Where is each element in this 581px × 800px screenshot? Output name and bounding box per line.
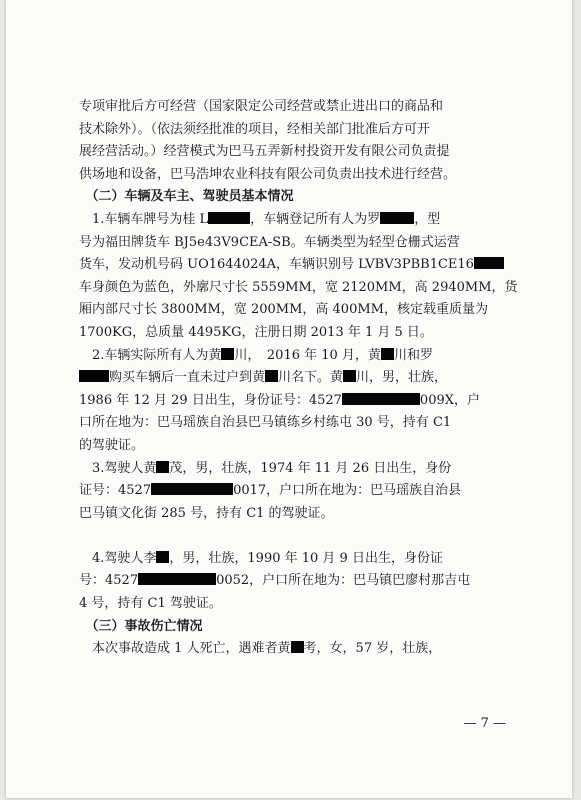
text-line: 2.车辆实际所有人为黄 川， 2016 年 10 月，黄 川和罗 <box>79 347 433 363</box>
redaction-bar <box>156 461 169 473</box>
document-page <box>6 0 572 798</box>
body-text <box>79 96 519 661</box>
redaction-bar <box>291 641 304 653</box>
redaction-bar <box>380 212 414 224</box>
text-line: 本次事故造成 1 人死亡，遇难者黄 考，女，57 岁，壮族， <box>79 641 442 657</box>
text-line: 专项审批后方可经营（国家限定公司经营或禁止进出口的商品和 <box>79 99 444 114</box>
redaction-bar <box>381 348 394 360</box>
redaction-bar <box>343 370 356 382</box>
text-line: 购买车辆后一直未过户到黄 川名下。黄 川，男，壮族， <box>79 367 519 390</box>
redaction-bar <box>265 370 278 382</box>
redaction-bar <box>208 212 250 224</box>
redaction-bar <box>474 257 504 269</box>
redaction-bar <box>138 573 216 585</box>
section-heading-casualties: （三）事故伤亡情况 <box>79 618 203 634</box>
text-line: 货车，发动机号码 UO1644024A，车辆识别号 LVBV3PBB1CE16 <box>79 254 519 277</box>
blank-line <box>79 525 519 548</box>
text-line: 号为福田牌货车 BJ5e43V9CEA-SB。车辆类型为轻型仓栅式运营 <box>79 234 460 250</box>
page-number: — 7 — <box>463 716 506 731</box>
text-line: 1986 年 12 月 29 日出生，身份证号：4527 009X，户 <box>79 392 480 408</box>
text-line: 证号：4527 0017，户口所在地为：巴马瑶族自治县 <box>79 483 462 499</box>
text-line: 3.驾驶人黄 茂，男，壮族，1974 年 11 月 26 日出生，身份 <box>79 460 452 476</box>
text-line: 车身颜色为蓝色，外廓尺寸长 5559MM，宽 2120MM，高 2940MM，货 <box>79 279 518 295</box>
text-line: 4.驾驶人李 ，男，壮族，1990 年 10 月 9 日出生，身份证 <box>79 550 443 566</box>
redaction-bar <box>342 393 420 405</box>
text-line: 供场地和设备，巴马浩坤农业科技有限公司负责出技术进行经营。 <box>79 166 457 182</box>
text-line: 号：4527 0052，户口所在地为：巴马镇巴廖村那吉屯 <box>79 573 471 589</box>
text-line: 口所在地为：巴马瑶族自治县巴马镇练乡村练屯 30 号，持有 C1 <box>79 415 452 431</box>
section-heading-vehicle: （二）车辆及车主、驾驶员基本情况 <box>79 189 294 205</box>
text-line: 1700KG，总质量 4495KG，注册日期 2013 年 1 月 5 日。 <box>79 324 433 340</box>
redaction-bar <box>156 551 169 563</box>
text-line: 的驾驶证。 <box>79 437 145 453</box>
text-line: 1.车辆车牌号为桂 L ，车辆登记所有人为罗 ，型 <box>79 211 441 227</box>
text-line: 厢内部尺寸长 3800MM，宽 200MM，高 400MM，核定载重质量为 <box>79 302 488 318</box>
redaction-bar <box>221 348 234 360</box>
redaction-bar <box>151 483 233 495</box>
text-line: 展经营活动。）经营模式为巴马五弄新村投资开发有限公司负责提 <box>79 144 450 160</box>
redaction-bar <box>79 370 109 382</box>
text-line: 技术除外）。（依法须经批准的项目，经相关部门批准后方可开 <box>79 121 431 137</box>
text-line: 4 号，持有 C1 驾驶证。 <box>79 596 222 612</box>
text-line: 巴马镇文化街 285 号，持有 C1 的驾驶证。 <box>79 505 334 521</box>
